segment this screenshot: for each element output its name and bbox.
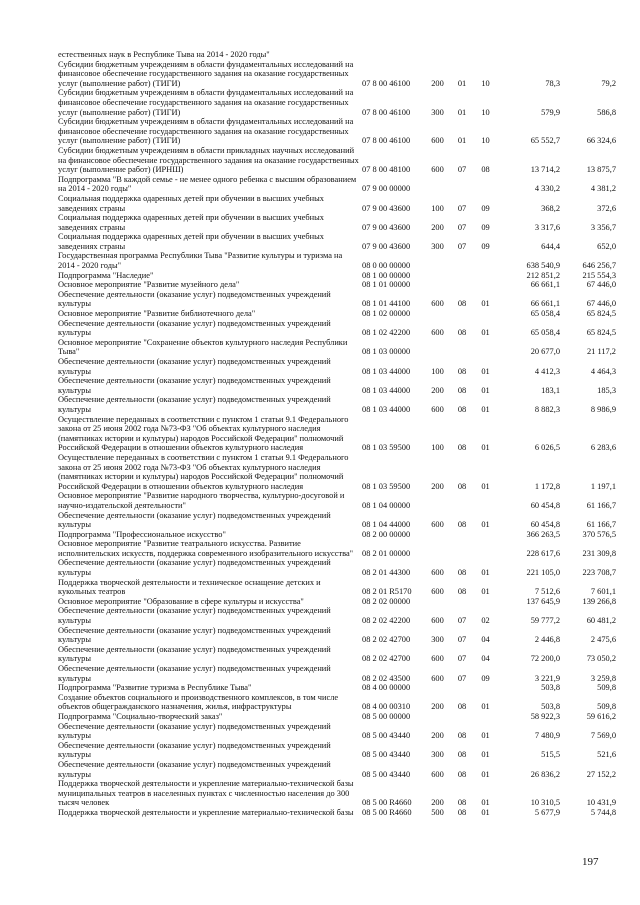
- row-amount-year2: 586,8: [597, 107, 616, 117]
- row-amount-year2: 6 283,6: [590, 443, 616, 453]
- table-row: [58, 530, 618, 540]
- row-amount-year2: 521,6: [597, 750, 616, 760]
- row-rz: 08: [457, 385, 467, 395]
- table-row: [58, 194, 618, 213]
- row-description: Обеспечение деятельности (оказание услуг) подведомственных учреждений культуры: [58, 558, 331, 578]
- row-rz: 08: [457, 481, 467, 491]
- row-description: Субсидии бюджетным учреждениям в области фундаментальных исследований на финансовое обеспечение государственного задания на оказание государственных услуг (выполнение работ) (ТИГИ): [58, 59, 354, 88]
- row-rz: 08: [457, 702, 467, 712]
- row-vr: 600: [431, 136, 444, 146]
- row-code: 08 5 00 00000: [362, 711, 411, 721]
- row-amount-year1: 26 836,2: [530, 769, 560, 779]
- row-amount-year2: 61 166,7: [586, 520, 616, 530]
- row-description: Основное мероприятие "Развитие библиотечного дела": [58, 309, 256, 319]
- row-code: 07 8 00 48100: [362, 165, 411, 175]
- row-description: Социальная поддержка одаренных детей при обучении в высших учебных заведениях страны: [58, 193, 324, 213]
- row-description: Социальная поддержка одаренных детей при обучении в высших учебных заведениях страны: [58, 232, 324, 251]
- row-vr: 600: [431, 769, 444, 779]
- row-pr: 09: [481, 222, 490, 232]
- row-vr: 600: [431, 299, 444, 309]
- row-amount-year2: 1 197,1: [590, 481, 616, 491]
- row-pr: 10: [481, 136, 490, 146]
- row-pr: 04: [481, 635, 490, 645]
- row-amount-year1: 7 512,6: [534, 587, 560, 597]
- row-amount-year1: 515,5: [541, 750, 560, 760]
- row-code: 08 1 02 42200: [362, 328, 411, 338]
- row-vr: 300: [431, 107, 444, 117]
- row-pr: 01: [481, 587, 490, 597]
- row-description: Осуществление переданных в соответствии с пунктом 1 статьи 9.1 Федерального закона от 25 июня 2002 года №73-ФЗ "Об объектах культурного наследия (памятниках истории и культуры) народов Российской Федерации" полномочий Российской Федерации в отношении объектов культурного наследия: [58, 414, 349, 453]
- row-code: 08 5 00 R4660: [362, 807, 412, 817]
- row-vr: 600: [431, 165, 444, 175]
- row-code: 08 2 02 42200: [362, 616, 411, 626]
- row-description: Подпрограмма "Развитие туризма в Республике Тыва": [58, 683, 252, 693]
- table-row: [58, 693, 618, 712]
- row-pr: 01: [481, 568, 490, 578]
- row-amount-year1: 10 310,5: [530, 798, 560, 808]
- row-rz: 07: [457, 203, 467, 213]
- row-amount-year2: 10 431,9: [586, 798, 616, 808]
- row-amount-year1: 212 851,2: [526, 270, 560, 280]
- row-pr: 09: [481, 241, 490, 251]
- row-pr: 01: [481, 481, 490, 491]
- row-code: 08 1 03 44000: [362, 385, 411, 395]
- row-amount-year1: 368,2: [541, 203, 560, 213]
- row-vr: 200: [431, 385, 444, 395]
- row-code: 08 5 00 43440: [362, 750, 411, 760]
- row-amount-year2: 65 824,5: [586, 328, 616, 338]
- row-pr: 01: [481, 769, 490, 779]
- row-pr: 01: [481, 328, 490, 338]
- row-rz: 08: [457, 568, 467, 578]
- row-code: 07 8 00 46100: [362, 107, 411, 117]
- row-description: естественных наук в Республике Тыва на 2014 - 2020 годы": [58, 50, 270, 59]
- row-pr: 01: [481, 443, 490, 453]
- row-amount-year1: 72 200,0: [530, 654, 560, 664]
- row-description: Обеспечение деятельности (оказание услуг) подведомственных учреждений культуры: [58, 606, 331, 626]
- row-description: Основное мероприятие "Развитие театрального искусства. Развитие исполнительских искусств, поддержка современного изобразительного искусства": [58, 539, 354, 558]
- row-pr: 01: [481, 366, 490, 376]
- table-row: [58, 453, 618, 491]
- row-rz: 08: [457, 798, 467, 808]
- row-amount-year2: 652,0: [597, 241, 616, 251]
- row-vr: 200: [431, 798, 444, 808]
- table-row: [58, 511, 618, 530]
- row-pr: 10: [481, 78, 490, 88]
- row-amount-year1: 4 330,2: [534, 184, 560, 194]
- row-code: 07 9 00 43600: [362, 241, 411, 251]
- table-row: [58, 271, 618, 281]
- row-amount-year1: 503,8: [541, 702, 560, 712]
- row-amount-year1: 66 661,1: [530, 280, 560, 290]
- row-vr: 200: [431, 702, 444, 712]
- row-amount-year1: 78,3: [545, 78, 560, 88]
- row-rz: 08: [457, 769, 467, 779]
- row-pr: 08: [481, 165, 490, 175]
- row-code: 08 5 00 43440: [362, 769, 411, 779]
- row-description: Государственная программа Республики Тыва "Развитие культуры и туризма на 2014 - 2020 годы": [58, 251, 343, 271]
- row-amount-year1: 4 412,3: [534, 366, 560, 376]
- row-code: 08 2 01 00000: [362, 548, 411, 558]
- row-amount-year1: 579,9: [541, 107, 560, 117]
- row-rz: 01: [457, 136, 467, 146]
- row-code: 08 4 00 00000: [362, 683, 411, 693]
- row-code: 08 2 02 42700: [362, 635, 411, 645]
- row-rz: 08: [457, 587, 467, 597]
- row-amount-year1: 638 540,9: [526, 261, 560, 271]
- table-row: [58, 722, 618, 741]
- row-rz: 07: [457, 673, 467, 683]
- table-row: [58, 280, 618, 290]
- row-rz: 07: [457, 241, 467, 251]
- row-rz: 08: [457, 520, 467, 530]
- row-rz: 08: [457, 443, 467, 453]
- row-vr: 200: [431, 731, 444, 741]
- row-code: 08 2 02 42700: [362, 654, 411, 664]
- table-row: [58, 597, 618, 607]
- row-vr: 300: [431, 635, 444, 645]
- row-amount-year1: 3 317,6: [534, 222, 560, 232]
- row-vr: 300: [431, 241, 444, 251]
- table-row: [58, 60, 618, 89]
- table-row: [58, 290, 618, 309]
- row-amount-year1: 183,1: [541, 385, 560, 395]
- row-code: 08 4 00 00310: [362, 702, 411, 712]
- row-amount-year2: 60 481,2: [586, 616, 616, 626]
- row-amount-year1: 644,4: [541, 241, 560, 251]
- row-pr: 01: [481, 731, 490, 741]
- table-row: [58, 232, 618, 251]
- row-code: 08 2 00 00000: [362, 529, 411, 539]
- row-amount-year2: 370 576,5: [582, 529, 616, 539]
- row-vr: 600: [431, 568, 444, 578]
- row-amount-year2: 65 824,5: [586, 309, 616, 319]
- row-pr: 01: [481, 404, 490, 414]
- row-description: Обеспечение деятельности (оказание услуг) подведомственных учреждений культуры: [58, 289, 331, 309]
- row-pr: 10: [481, 107, 490, 117]
- row-amount-year2: 646 256,7: [582, 261, 616, 271]
- row-rz: 07: [457, 616, 467, 626]
- row-amount-year2: 8 986,9: [590, 404, 616, 414]
- table-row: [58, 808, 618, 818]
- row-description: Субсидии бюджетным учреждениям в области прикладных научных исследований на финансовое обеспечение государственного задания на оказание государственных услуг (выполнение работ) (ИРНШ): [58, 145, 359, 175]
- row-rz: 08: [457, 404, 467, 414]
- row-amount-year2: 27 152,2: [586, 769, 616, 779]
- table-row: [58, 88, 618, 117]
- row-code: 08 1 03 44000: [362, 366, 411, 376]
- table-row: [58, 664, 618, 683]
- row-pr: 09: [481, 203, 490, 213]
- budget-table: [58, 50, 618, 818]
- row-code: 08 5 00 43440: [362, 731, 411, 741]
- table-row: [58, 558, 618, 577]
- row-description: Осуществление переданных в соответствии с пунктом 1 статьи 9.1 Федерального закона от 25 июня 2002 года №73-ФЗ "Об объектах культурного наследия (памятниках истории и культуры) народов Российской Федерации" полномочий Российской Федерации в отношении объектов культурного наследия: [58, 452, 349, 491]
- row-amount-year1: 13 714,2: [530, 165, 560, 175]
- row-code: 07 9 00 00000: [362, 184, 411, 194]
- table-row: [58, 760, 618, 779]
- row-description: Обеспечение деятельности (оказание услуг) подведомственных учреждений культуры: [58, 395, 331, 414]
- row-amount-year1: 20 677,0: [530, 347, 560, 357]
- row-amount-year2: 185,3: [597, 385, 616, 395]
- row-rz: 01: [457, 107, 467, 117]
- row-amount-year2: 223 708,7: [582, 568, 616, 578]
- row-vr: 500: [431, 807, 444, 817]
- row-description: Подпрограмма "В каждой семье - не менее одного ребенка с высшим образованием на 2014 - 2020 годы": [58, 174, 357, 194]
- row-description: Поддержка творческой деятельности и укрепление материально-технической базы: [58, 807, 354, 817]
- row-code: 08 1 00 00000: [362, 270, 411, 280]
- row-description: Основное мероприятие "Развитие народного творчества, культурно-досуговой и научно-издательской деятельности": [58, 491, 345, 510]
- row-rz: 07: [457, 654, 467, 664]
- row-amount-year1: 7 480,9: [534, 731, 560, 741]
- row-vr: 300: [431, 750, 444, 760]
- row-description: Обеспечение деятельности (оказание услуг) подведомственных учреждений культуры: [58, 318, 331, 338]
- row-amount-year2: 231 309,8: [582, 548, 616, 558]
- row-pr: 01: [481, 520, 490, 530]
- row-pr: 01: [481, 385, 490, 395]
- table-row: [58, 338, 618, 357]
- row-vr: 600: [431, 616, 444, 626]
- row-amount-year2: 4 464,3: [590, 366, 616, 376]
- row-description: Обеспечение деятельности (оказание услуг) подведомственных учреждений культуры: [58, 664, 331, 683]
- row-amount-year2: 372,6: [597, 203, 616, 213]
- row-pr: 01: [481, 299, 490, 309]
- row-code: 08 1 01 44100: [362, 299, 411, 309]
- row-amount-year2: 2 475,6: [590, 635, 616, 645]
- row-amount-year1: 65 552,7: [530, 136, 560, 146]
- table-row: [58, 712, 618, 722]
- row-description: Обеспечение деятельности (оказание услуг) подведомственных учреждений культуры: [58, 357, 331, 376]
- row-amount-year1: 59 777,2: [530, 616, 560, 626]
- row-rz: 08: [457, 731, 467, 741]
- row-code: 08 1 04 44000: [362, 520, 411, 530]
- row-description: Создание объектов социального и производственного комплексов, в том числе объектов общегражданского назначения, жилья, инфраструктуры: [58, 692, 339, 712]
- row-amount-year2: 13 875,7: [586, 165, 616, 175]
- row-rz: 08: [457, 807, 467, 817]
- row-description: Поддержка творческой деятельности и техническое оснащение детских и кукольных театров: [58, 577, 321, 597]
- row-amount-year2: 21 117,2: [586, 347, 616, 357]
- row-amount-year2: 5 744,8: [590, 807, 616, 817]
- row-code: 08 1 03 44000: [362, 404, 411, 414]
- row-amount-year1: 366 263,5: [526, 529, 560, 539]
- row-amount-year1: 65 058,4: [530, 309, 560, 319]
- table-row: [58, 415, 618, 453]
- table-row: [58, 146, 618, 175]
- row-code: 08 1 04 00000: [362, 500, 411, 510]
- row-amount-year2: 79,2: [601, 78, 616, 88]
- row-amount-year1: 137 645,9: [526, 596, 560, 606]
- table-row: [58, 50, 618, 60]
- table-row: [58, 606, 618, 625]
- row-amount-year1: 3 221,9: [534, 673, 560, 683]
- row-description: Обеспечение деятельности (оказание услуг) подведомственных учреждений культуры: [58, 740, 331, 760]
- row-vr: 600: [431, 654, 444, 664]
- row-description: Обеспечение деятельности (оказание услуг) подведомственных учреждений культуры: [58, 644, 331, 664]
- row-amount-year1: 58 922,3: [530, 711, 560, 721]
- row-description: Обеспечение деятельности (оказание услуг) подведомственных учреждений культуры: [58, 625, 331, 645]
- row-pr: 01: [481, 702, 490, 712]
- row-vr: 600: [431, 404, 444, 414]
- row-rz: 07: [457, 165, 467, 175]
- row-amount-year1: 228 617,6: [526, 548, 560, 558]
- row-description: Основное мероприятие "Развитие музейного дела": [58, 280, 240, 290]
- row-vr: 100: [431, 443, 444, 453]
- row-description: Подпрограмма "Наследие": [58, 270, 154, 280]
- table-row: [58, 683, 618, 693]
- row-rz: 07: [457, 635, 467, 645]
- row-rz: 08: [457, 299, 467, 309]
- row-code: 07 8 00 46100: [362, 78, 411, 88]
- row-amount-year2: 73 050,2: [586, 654, 616, 664]
- row-code: 08 1 03 00000: [362, 347, 411, 357]
- row-amount-year2: 67 446,0: [586, 299, 616, 309]
- row-vr: 200: [431, 78, 444, 88]
- row-amount-year1: 5 677,9: [534, 807, 560, 817]
- row-description: Обеспечение деятельности (оказание услуг) подведомственных учреждений культуры: [58, 721, 331, 741]
- table-row: [58, 213, 618, 232]
- row-amount-year2: 66 324,6: [586, 136, 616, 146]
- row-amount-year2: 7 601,1: [590, 587, 616, 597]
- table-row: [58, 395, 618, 414]
- row-description: Обеспечение деятельности (оказание услуг) подведомственных учреждений культуры: [58, 376, 331, 395]
- row-amount-year2: 59 616,2: [586, 711, 616, 721]
- row-description: Обеспечение деятельности (оказание услуг) подведомственных учреждений культуры: [58, 510, 331, 530]
- row-description: Основное мероприятие "Сохранение объектов культурного наследия Республики Тыва": [58, 337, 348, 357]
- row-vr: 600: [431, 328, 444, 338]
- row-amount-year1: 8 882,3: [534, 404, 560, 414]
- row-code: 08 1 02 00000: [362, 309, 411, 319]
- row-code: 08 0 00 00000: [362, 261, 411, 271]
- table-row: [58, 645, 618, 664]
- row-description: Подпрограмма "Социально-творческий заказ": [58, 711, 223, 721]
- row-description: Поддержка творческой деятельности и укрепление материально-технической базы муниципальных театров в населенных пунктах с численностью населения до 300 тысяч человек: [58, 779, 354, 808]
- row-rz: 08: [457, 750, 467, 760]
- row-code: 07 9 00 43600: [362, 222, 411, 232]
- row-amount-year2: 61 166,7: [586, 500, 616, 510]
- row-amount-year2: 139 266,8: [582, 596, 616, 606]
- row-amount-year2: 4 381,2: [590, 184, 616, 194]
- page-number: 197: [582, 856, 599, 868]
- row-amount-year2: 509,8: [597, 702, 616, 712]
- table-row: [58, 539, 618, 558]
- row-code: 08 2 02 43500: [362, 673, 411, 683]
- row-amount-year1: 65 058,4: [530, 328, 560, 338]
- row-description: Социальная поддержка одаренных детей при обучении в высших учебных заведениях страны: [58, 213, 324, 232]
- row-code: 07 9 00 43600: [362, 203, 411, 213]
- row-description: Основное мероприятие "Образование в сфере культуры и искусства": [58, 596, 304, 606]
- row-pr: 01: [481, 750, 490, 760]
- table-row: [58, 626, 618, 645]
- row-code: 08 1 01 00000: [362, 280, 411, 290]
- row-code: 08 2 02 00000: [362, 596, 411, 606]
- row-amount-year1: 6 026,5: [534, 443, 560, 453]
- row-vr: 100: [431, 203, 444, 213]
- row-code: 08 5 00 R4660: [362, 798, 412, 808]
- table-row: [58, 309, 618, 319]
- row-amount-year1: 60 454,8: [530, 500, 560, 510]
- row-amount-year2: 3 356,7: [590, 222, 616, 232]
- row-description: Субсидии бюджетным учреждениям в области фундаментальных исследований на финансовое обеспечение государственного задания на оказание государственных услуг (выполнение работ) (ТИГИ): [58, 88, 354, 117]
- row-vr: 200: [431, 222, 444, 232]
- row-vr: 600: [431, 520, 444, 530]
- row-amount-year1: 66 661,1: [530, 299, 560, 309]
- row-amount-year1: 1 172,8: [534, 481, 560, 491]
- row-amount-year1: 503,8: [541, 683, 560, 693]
- row-vr: 600: [431, 673, 444, 683]
- table-row: [58, 175, 618, 194]
- row-code: 08 2 01 R5170: [362, 587, 412, 597]
- row-pr: 01: [481, 807, 490, 817]
- row-description: Подпрограмма "Профессиональное искусство": [58, 529, 226, 539]
- row-rz: 08: [457, 328, 467, 338]
- row-amount-year2: 67 446,0: [586, 280, 616, 290]
- row-amount-year1: 60 454,8: [530, 520, 560, 530]
- row-pr: 02: [481, 616, 490, 626]
- row-amount-year1: 221 105,0: [526, 568, 560, 578]
- table-row: [58, 251, 618, 270]
- row-amount-year2: 3 259,8: [590, 673, 616, 683]
- table-row: [58, 741, 618, 760]
- row-amount-year1: 2 446,8: [534, 635, 560, 645]
- row-vr: 100: [431, 366, 444, 376]
- row-code: 08 1 03 59500: [362, 481, 411, 491]
- row-pr: 04: [481, 654, 490, 664]
- row-amount-year2: 509,8: [597, 683, 616, 693]
- table-row: [58, 491, 618, 510]
- row-amount-year2: 215 554,3: [582, 270, 616, 280]
- row-pr: 01: [481, 798, 490, 808]
- table-row: [58, 357, 618, 376]
- row-code: 07 8 00 46100: [362, 136, 411, 146]
- table-row: [58, 779, 618, 808]
- row-vr: 200: [431, 481, 444, 491]
- table-row: [58, 319, 618, 338]
- table-row: [58, 376, 618, 395]
- row-description: Обеспечение деятельности (оказание услуг) подведомственных учреждений культуры: [58, 759, 331, 779]
- row-code: 08 1 03 59500: [362, 443, 411, 453]
- table-row: [58, 117, 618, 146]
- row-vr: 600: [431, 587, 444, 597]
- row-code: 08 2 01 44300: [362, 568, 411, 578]
- row-pr: 09: [481, 673, 490, 683]
- row-rz: 07: [457, 222, 467, 232]
- row-rz: 01: [457, 78, 467, 88]
- row-rz: 08: [457, 366, 467, 376]
- table-row: [58, 578, 618, 597]
- row-amount-year2: 7 569,0: [590, 731, 616, 741]
- row-description: Субсидии бюджетным учреждениям в области фундаментальных исследований на финансовое обеспечение государственного задания на оказание государственных услуг (выполнение работ) (ТИГИ): [58, 117, 354, 146]
